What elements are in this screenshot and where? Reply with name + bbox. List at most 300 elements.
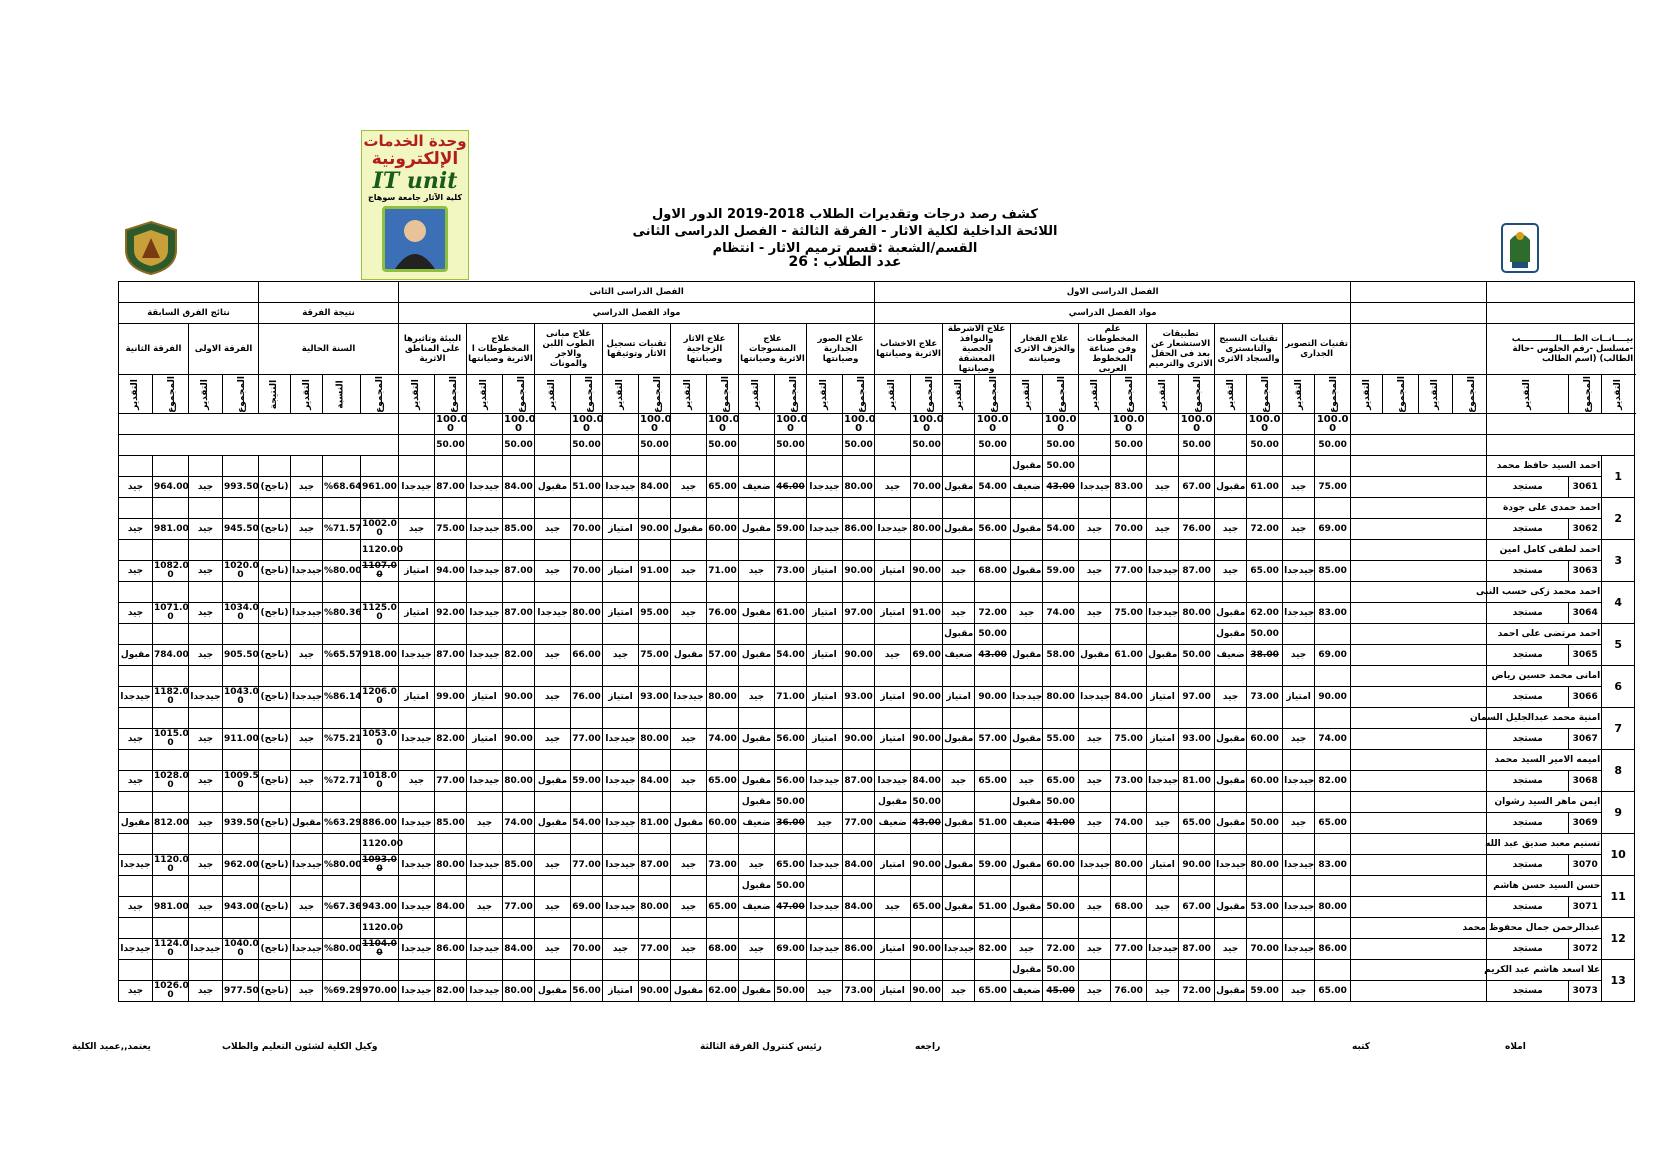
vertical-label-cell bbox=[1043, 375, 1079, 414]
empty-cell bbox=[875, 582, 911, 603]
subject-grade: جيدجدا bbox=[1283, 939, 1315, 960]
empty-cell bbox=[1179, 792, 1215, 813]
subject-grade: جيد bbox=[943, 561, 975, 582]
empty-cell bbox=[639, 498, 671, 519]
number-tail: 0 bbox=[167, 990, 174, 1000]
empty-cell bbox=[1111, 456, 1147, 477]
empty-cell bbox=[291, 834, 323, 855]
empty-cell bbox=[361, 498, 399, 519]
subject-total: 61.00 bbox=[775, 603, 807, 624]
subject-total: 90.00 bbox=[639, 519, 671, 540]
empty-cell bbox=[291, 666, 323, 687]
empty-cell bbox=[943, 666, 975, 687]
year2-total bbox=[153, 687, 189, 708]
empty-cell bbox=[739, 666, 775, 687]
empty-cell bbox=[975, 456, 1011, 477]
empty-cell bbox=[571, 582, 603, 603]
empty-cell bbox=[399, 582, 435, 603]
badge-title-4: كلية الآثار جامعة سوهاج bbox=[368, 193, 462, 202]
number-head: 1043.0 bbox=[224, 687, 259, 697]
empty-cell bbox=[1011, 582, 1043, 603]
subject-grade: جيد bbox=[671, 771, 707, 792]
subject-total: 90.00 bbox=[911, 729, 943, 750]
subject-grade: مقبول bbox=[739, 729, 775, 750]
subject-grade: جيد bbox=[535, 645, 571, 666]
student-status: مستجد bbox=[1487, 645, 1569, 666]
empty-cell bbox=[1043, 666, 1079, 687]
year1-grade: جيد bbox=[189, 897, 223, 918]
year2-total: 812.00 bbox=[153, 813, 189, 834]
number-tail: 0 bbox=[167, 948, 174, 958]
subject-total: 93.00 bbox=[843, 687, 875, 708]
number-tail: 0 bbox=[167, 570, 174, 580]
result: (ناجح) bbox=[259, 771, 291, 792]
empty-cell bbox=[399, 414, 435, 435]
subject-grade: جيدجدا bbox=[1283, 897, 1315, 918]
year2-grade: جيد bbox=[119, 519, 153, 540]
empty-cell bbox=[775, 918, 807, 939]
subject-grade: مقبول bbox=[535, 813, 571, 834]
empty-cell bbox=[1147, 708, 1179, 729]
subject-total: 80.00 bbox=[639, 897, 671, 918]
max-mark-tail: 0 bbox=[1193, 423, 1201, 434]
student-status: مستجد bbox=[1487, 771, 1569, 792]
empty-cell bbox=[1179, 456, 1215, 477]
empty-cell bbox=[639, 456, 671, 477]
empty-cell bbox=[671, 498, 707, 519]
number-head: 1206.0 bbox=[362, 687, 397, 697]
empty-cell bbox=[843, 540, 875, 561]
percentage: %80.00 bbox=[323, 855, 361, 876]
year2-grade: مقبول bbox=[119, 813, 153, 834]
subject-grade: جيدجدا bbox=[943, 939, 975, 960]
result: (ناجح) bbox=[259, 897, 291, 918]
student-status: مستجد bbox=[1487, 855, 1569, 876]
empty-cell bbox=[1147, 456, 1179, 477]
subject-term1-1: تقنيات التصوير الجدارى bbox=[1283, 324, 1351, 375]
subject-total: 93.00 bbox=[639, 687, 671, 708]
empty-cell bbox=[119, 708, 153, 729]
student-status: مستجد bbox=[1487, 477, 1569, 498]
overall-grade: جيدجدا bbox=[291, 939, 323, 960]
signature-vice-dean: وكيل الكلية لشئون التعليم والطلاب bbox=[222, 1042, 378, 1052]
overall-grade: جيدجدا bbox=[291, 603, 323, 624]
subject-grade: جيد bbox=[1079, 729, 1111, 750]
total-col-label: المجموع bbox=[1583, 375, 1594, 413]
subject-grade: جيدجدا bbox=[603, 897, 639, 918]
empty-cell bbox=[875, 624, 911, 645]
empty-cell bbox=[1247, 582, 1283, 603]
serial-number: 5 bbox=[1602, 624, 1635, 666]
result: (ناجح) bbox=[259, 561, 291, 582]
empty-cell bbox=[1147, 834, 1179, 855]
year1-grade: جيد bbox=[189, 729, 223, 750]
student-status: مستجد bbox=[1487, 939, 1569, 960]
empty-cell bbox=[291, 750, 323, 771]
subject-total: 62.00 bbox=[707, 981, 739, 1002]
max-mark-full: 100.0 bbox=[776, 414, 808, 425]
empty-cell bbox=[119, 582, 153, 603]
vertical-label-cell bbox=[639, 375, 671, 414]
empty-cell bbox=[807, 582, 843, 603]
subject-total: 80.00 bbox=[503, 981, 535, 1002]
total-col-label: المجموع bbox=[1261, 375, 1272, 413]
empty-cell bbox=[1043, 876, 1079, 897]
empty-cell bbox=[639, 582, 671, 603]
empty-cell bbox=[503, 666, 535, 687]
subject-total: 72.00 bbox=[1043, 939, 1079, 960]
subject-term2-5: علاج مبانى الطوب اللبن والاجر والمونات bbox=[535, 324, 603, 375]
subject-total: 69.00 bbox=[571, 897, 603, 918]
seat-number: 3061 bbox=[1569, 477, 1602, 498]
empty-cell bbox=[671, 666, 707, 687]
subject-total: 69.00 bbox=[1315, 519, 1351, 540]
vertical-label-cell bbox=[603, 375, 639, 414]
subject-total: 69.00 bbox=[911, 645, 943, 666]
subject-term1-4: علم المخطوطات وفن صناعة المخطوط العربى bbox=[1079, 324, 1147, 375]
total-col-label: المجموع bbox=[1057, 375, 1068, 413]
empty-cell bbox=[503, 456, 535, 477]
empty-cell bbox=[603, 498, 639, 519]
empty-cell bbox=[1043, 750, 1079, 771]
year1-grade: جيد bbox=[189, 981, 223, 1002]
subject-total: 69.00 bbox=[1315, 645, 1351, 666]
subject-grade: جيد bbox=[603, 939, 639, 960]
seat-number: 3070 bbox=[1569, 855, 1602, 876]
subject-grade: جيد bbox=[1079, 519, 1111, 540]
subject-total: 65.00 bbox=[1043, 771, 1079, 792]
student-name: احمد السيد حافظ محمد bbox=[1487, 456, 1602, 477]
empty-cell bbox=[535, 918, 571, 939]
vertical-label-cell bbox=[503, 375, 535, 414]
empty-cell bbox=[1351, 834, 1487, 855]
max-mark-tail: 0 bbox=[923, 423, 931, 434]
max-mark-cell bbox=[707, 414, 739, 435]
empty-cell bbox=[843, 624, 875, 645]
pass-mark-cell: 50.00 bbox=[1111, 435, 1147, 456]
subject-total: 80.00 bbox=[1315, 897, 1351, 918]
student-name: احمد محمد زكى حسب النبى bbox=[1487, 582, 1602, 603]
subject-total: 60.00 bbox=[1043, 855, 1079, 876]
empty-cell bbox=[843, 960, 875, 981]
student-status: مستجد bbox=[1487, 603, 1569, 624]
empty-cell bbox=[1043, 582, 1079, 603]
empty-cell bbox=[153, 750, 189, 771]
empty-cell bbox=[707, 792, 739, 813]
empty-cell bbox=[1315, 750, 1351, 771]
empty-cell bbox=[1179, 666, 1215, 687]
total-col-label: المجموع bbox=[788, 375, 799, 413]
carry-total-cell: 50.00 bbox=[975, 624, 1011, 645]
number-head: 1107.0 bbox=[362, 561, 397, 571]
year2-grade: جيد bbox=[119, 477, 153, 498]
empty-cell bbox=[399, 750, 435, 771]
max-mark-cell bbox=[1179, 414, 1215, 435]
subject-total: 97.00 bbox=[843, 603, 875, 624]
empty-cell bbox=[571, 498, 603, 519]
empty-cell bbox=[875, 414, 911, 435]
empty-cell bbox=[323, 708, 361, 729]
empty-cell bbox=[1247, 708, 1283, 729]
seat-number: 3067 bbox=[1569, 729, 1602, 750]
subject-total: 74.00 bbox=[707, 729, 739, 750]
empty-cell bbox=[1283, 792, 1315, 813]
number-tail: 0 bbox=[237, 780, 244, 790]
empty-cell bbox=[807, 792, 843, 813]
subject-total: 50.00 bbox=[1247, 813, 1283, 834]
empty-cell bbox=[259, 666, 291, 687]
student-status: مستجد bbox=[1487, 561, 1569, 582]
subject-total: 84.00 bbox=[911, 771, 943, 792]
empty-cell bbox=[1011, 876, 1043, 897]
empty-cell bbox=[1011, 540, 1043, 561]
empty-cell bbox=[603, 666, 639, 687]
empty-cell bbox=[435, 582, 467, 603]
empty-cell bbox=[1351, 687, 1487, 708]
empty-cell bbox=[739, 456, 775, 477]
subject-grade: جيد bbox=[943, 771, 975, 792]
subject-grade: مقبول bbox=[1147, 645, 1179, 666]
empty-cell bbox=[535, 792, 571, 813]
empty-cell bbox=[435, 456, 467, 477]
empty-cell bbox=[259, 750, 291, 771]
empty-cell bbox=[223, 456, 259, 477]
number-head: 1009.5 bbox=[224, 771, 259, 781]
subject-total: 77.00 bbox=[843, 813, 875, 834]
empty-cell bbox=[1351, 666, 1487, 687]
carry-grade-cell: مقبول bbox=[1215, 624, 1247, 645]
carry-total-cell: 50.00 bbox=[775, 876, 807, 897]
year1-grade: جيد bbox=[189, 645, 223, 666]
grade-col-label: التقدير bbox=[478, 378, 489, 410]
subject-total: 77.00 bbox=[503, 897, 535, 918]
empty-cell bbox=[435, 708, 467, 729]
serial-number: 1 bbox=[1602, 456, 1635, 498]
empty-cell bbox=[1351, 708, 1487, 729]
empty-cell bbox=[435, 876, 467, 897]
subject-grade: امتياز bbox=[603, 603, 639, 624]
empty-cell bbox=[603, 582, 639, 603]
subject-grade: جيد bbox=[875, 897, 911, 918]
empty-cell bbox=[707, 498, 739, 519]
signature-reviewed: راجعه bbox=[915, 1042, 941, 1052]
number-head: 1071.0 bbox=[154, 603, 189, 613]
empty-cell bbox=[843, 666, 875, 687]
empty-cell bbox=[775, 498, 807, 519]
subject-total: 70.00 bbox=[571, 939, 603, 960]
subject-grade: مقبول bbox=[1011, 897, 1043, 918]
subject-grade: مقبول bbox=[943, 729, 975, 750]
empty-cell bbox=[1351, 939, 1487, 960]
subject-total: 87.00 bbox=[503, 603, 535, 624]
empty-cell bbox=[1215, 498, 1247, 519]
subject-grade: جيد bbox=[739, 939, 775, 960]
vertical-label-cell bbox=[775, 375, 807, 414]
result: (ناجح) bbox=[259, 939, 291, 960]
subject-grade: مقبول bbox=[1215, 729, 1247, 750]
empty-cell bbox=[911, 918, 943, 939]
empty-cell bbox=[1351, 456, 1487, 477]
subject-total: 76.00 bbox=[571, 687, 603, 708]
empty-cell bbox=[1283, 918, 1315, 939]
empty-cell bbox=[739, 435, 775, 456]
empty-cell bbox=[467, 624, 503, 645]
student-status: مستجد bbox=[1487, 687, 1569, 708]
subject-total: 90.00 bbox=[911, 981, 943, 1002]
subject-term2-2: علاج المنسوجات الاثرية وصيانتها bbox=[739, 324, 807, 375]
empty-cell bbox=[1079, 435, 1111, 456]
seat-number: 3063 bbox=[1569, 561, 1602, 582]
subject-grade: جيد bbox=[1147, 813, 1179, 834]
subject-total: 80.00 bbox=[911, 519, 943, 540]
subject-total: 77.00 bbox=[1111, 561, 1147, 582]
vertical-label-cell bbox=[1011, 375, 1043, 414]
subject-grade: جيد bbox=[1011, 939, 1043, 960]
vertical-label-cell bbox=[467, 375, 503, 414]
empty-cell bbox=[535, 708, 571, 729]
empty-cell bbox=[943, 435, 975, 456]
year1-grade: جيد bbox=[189, 855, 223, 876]
subject-total: 76.00 bbox=[1179, 519, 1215, 540]
subject-grade: جيدجدا bbox=[603, 477, 639, 498]
subject-grade: امتياز bbox=[1147, 729, 1179, 750]
subjects-label-term1: مواد الفصل الدراسي bbox=[875, 303, 1351, 324]
empty-cell bbox=[291, 792, 323, 813]
number-tail: 0 bbox=[376, 738, 383, 748]
empty-cell bbox=[223, 498, 259, 519]
year2-grade: جيد bbox=[119, 603, 153, 624]
subject-total: 66.00 bbox=[571, 645, 603, 666]
empty-cell bbox=[291, 582, 323, 603]
empty-cell bbox=[603, 435, 639, 456]
subject-total: 51.00 bbox=[571, 477, 603, 498]
max-mark-full: 100.0 bbox=[708, 414, 740, 425]
empty-cell bbox=[259, 792, 291, 813]
seat-number: 3068 bbox=[1569, 771, 1602, 792]
vertical-label-cell bbox=[943, 375, 975, 414]
empty-cell bbox=[975, 918, 1011, 939]
vertical-label-cell bbox=[361, 375, 399, 414]
empty-cell bbox=[807, 708, 843, 729]
subject-grade: جيدجدا bbox=[399, 855, 435, 876]
percentage: %80.36 bbox=[323, 603, 361, 624]
vertical-label-cell bbox=[1487, 375, 1569, 414]
empty-cell bbox=[1079, 540, 1111, 561]
subject-grade: امتياز bbox=[807, 561, 843, 582]
empty-cell bbox=[671, 792, 707, 813]
empty-cell bbox=[1079, 876, 1111, 897]
badge-title-1: وحدة الخدمات bbox=[363, 132, 467, 150]
subject-grade: جيد bbox=[671, 561, 707, 582]
student-name: علا اسعد هاشم عبد الكريم bbox=[1487, 960, 1602, 981]
subject-total: 76.00 bbox=[1111, 981, 1147, 1002]
subject-total: 70.00 bbox=[911, 477, 943, 498]
empty-cell bbox=[639, 918, 671, 939]
year1-total: 945.50 bbox=[223, 519, 259, 540]
subject-total: 72.00 bbox=[975, 603, 1011, 624]
empty-cell bbox=[843, 750, 875, 771]
overall-total bbox=[361, 939, 399, 960]
number-head: 1034.0 bbox=[224, 603, 259, 613]
subject-total: 59.00 bbox=[975, 855, 1011, 876]
number-head: 1053.0 bbox=[362, 729, 397, 739]
subject-grade: جيدجدا bbox=[807, 939, 843, 960]
subject-grade: جيد bbox=[467, 897, 503, 918]
total-col-label: المجموع bbox=[720, 375, 731, 413]
empty-cell bbox=[1315, 834, 1351, 855]
empty-cell bbox=[1147, 414, 1179, 435]
empty-cell bbox=[223, 624, 259, 645]
empty-cell bbox=[875, 435, 911, 456]
empty-cell bbox=[1179, 498, 1215, 519]
year2-total: 784.00 bbox=[153, 645, 189, 666]
subject-grade: مقبول bbox=[739, 519, 775, 540]
empty-cell bbox=[1351, 645, 1487, 666]
subject-total: 87.00 bbox=[1179, 939, 1215, 960]
number-head: 1093.0 bbox=[362, 855, 397, 865]
subject-total: 59.00 bbox=[775, 519, 807, 540]
header-department: القسم/الشعبة :قسم ترميم الاثار - انتظام bbox=[712, 241, 978, 256]
subject-grade: جيد bbox=[671, 729, 707, 750]
header-student-count: عدد الطلاب : 26 bbox=[788, 254, 902, 270]
year2-grade: جيدجدا bbox=[119, 687, 153, 708]
total-col-label: المجموع bbox=[374, 375, 385, 413]
empty-cell bbox=[911, 624, 943, 645]
empty-cell bbox=[571, 792, 603, 813]
header-regulation: اللائحة الداخلية لكلية الاثار - الفرقة الثالثة - الفصل الدراسى الثانى bbox=[632, 224, 1058, 239]
empty-cell bbox=[119, 414, 399, 435]
empty-cell bbox=[807, 498, 843, 519]
pass-mark-cell: 50.00 bbox=[571, 435, 603, 456]
subject-grade: جيد bbox=[671, 477, 707, 498]
grade-col-label: التقدير bbox=[818, 378, 829, 410]
percentage: %63.29 bbox=[323, 813, 361, 834]
grade-col-label: التقدير bbox=[199, 378, 210, 410]
empty-cell bbox=[1283, 414, 1315, 435]
empty-cell bbox=[153, 624, 189, 645]
empty-cell bbox=[323, 498, 361, 519]
empty-cell bbox=[189, 960, 223, 981]
vertical-label-cell bbox=[399, 375, 435, 414]
seat-number: 3069 bbox=[1569, 813, 1602, 834]
subject-total: 84.00 bbox=[639, 477, 671, 498]
subject-grade: جيد bbox=[535, 687, 571, 708]
subject-grade: جيدجدا bbox=[807, 897, 843, 918]
empty-cell bbox=[467, 435, 503, 456]
subject-total: 59.00 bbox=[1247, 981, 1283, 1002]
empty-cell bbox=[603, 540, 639, 561]
empty-cell bbox=[323, 666, 361, 687]
empty-cell bbox=[603, 414, 639, 435]
empty-cell bbox=[1215, 414, 1247, 435]
total-col-label: المجموع bbox=[652, 375, 663, 413]
subject-total: 72.00 bbox=[1247, 519, 1283, 540]
empty-cell bbox=[467, 456, 503, 477]
max-mark-full: 100.0 bbox=[504, 414, 536, 425]
subject-term2-6: علاج المخطوطات ا الاثرية وصيانتها bbox=[467, 324, 535, 375]
empty-cell bbox=[1283, 750, 1315, 771]
subject-total: 57.00 bbox=[975, 729, 1011, 750]
subject-grade: جيد bbox=[1283, 477, 1315, 498]
overall-grade: جيدجدا bbox=[291, 687, 323, 708]
empty-cell bbox=[1011, 414, 1043, 435]
empty-cell bbox=[467, 876, 503, 897]
empty-cell bbox=[323, 834, 361, 855]
year1-total: 943.00 bbox=[223, 897, 259, 918]
empty-cell bbox=[189, 624, 223, 645]
number-head: 1124.0 bbox=[154, 939, 189, 949]
empty-cell bbox=[1179, 918, 1215, 939]
